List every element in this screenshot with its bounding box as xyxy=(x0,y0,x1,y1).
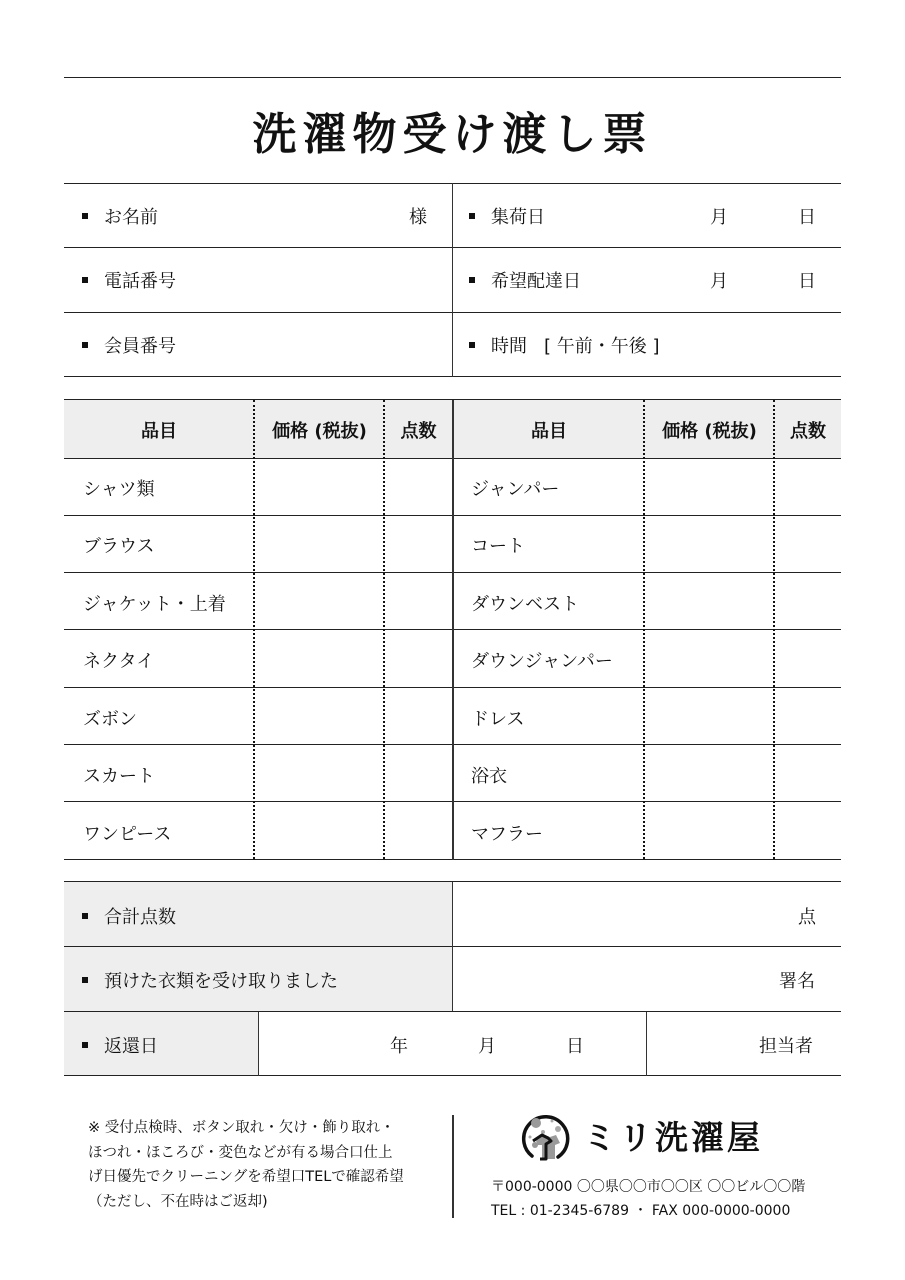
table-row-item: ズボン xyxy=(83,709,137,730)
count-input[interactable] xyxy=(386,516,451,572)
total-count-label xyxy=(82,903,176,929)
table-row-item: ダウンジャンパー xyxy=(471,651,613,672)
pickup-month-unit: 月 xyxy=(710,207,728,228)
name-suffix: 様 xyxy=(409,207,427,228)
received-label xyxy=(82,967,338,993)
dotted-divider xyxy=(383,400,385,859)
table-row-item: ワンピース xyxy=(83,824,172,845)
bullet-icon xyxy=(82,213,88,219)
divider xyxy=(64,1075,841,1076)
name-label xyxy=(82,203,158,229)
pickup-day-unit: 日 xyxy=(798,207,816,228)
header-item-left: 品目 xyxy=(141,421,177,442)
bullet-icon xyxy=(82,913,88,919)
footer-divider xyxy=(452,1115,454,1218)
price-input[interactable] xyxy=(646,802,772,858)
table-row-item: コート xyxy=(471,536,525,557)
count-input[interactable] xyxy=(776,688,841,744)
time-label-text: 時間 xyxy=(491,336,527,357)
address: 〒000-0000 〇〇県〇〇市〇〇区 〇〇ビル〇〇階 xyxy=(491,1179,806,1195)
header-count-right: 点数 xyxy=(790,421,826,442)
table-row-item: ジャンパー xyxy=(471,479,560,500)
count-input[interactable] xyxy=(776,630,841,686)
header-price-right: 価格 (税抜) xyxy=(662,421,757,442)
table-row-item: スカート xyxy=(83,766,155,787)
count-input[interactable] xyxy=(776,516,841,572)
divider xyxy=(646,1012,647,1076)
return-label-text: 返還日 xyxy=(104,1036,158,1057)
count-input[interactable] xyxy=(386,745,451,801)
return-year-unit: 年 xyxy=(390,1036,408,1057)
header-price-left: 価格 (税抜) xyxy=(272,421,367,442)
count-input[interactable] xyxy=(776,745,841,801)
pickup-label-text: 集荷日 xyxy=(491,207,545,228)
dotted-divider xyxy=(643,400,645,859)
time-options[interactable]: [ 午前・午後 ] xyxy=(544,336,660,357)
count-input[interactable] xyxy=(386,573,451,629)
contact-info: TEL : 01-2345-6789 ・ FAX 000-0000-0000 xyxy=(491,1203,791,1219)
total-label-text: 合計点数 xyxy=(104,907,176,928)
price-input[interactable] xyxy=(646,630,772,686)
count-input[interactable] xyxy=(386,688,451,744)
header-item-right: 品目 xyxy=(531,421,567,442)
table-row-item: 浴衣 xyxy=(471,766,507,787)
price-input[interactable] xyxy=(646,459,772,515)
price-input[interactable] xyxy=(256,745,382,801)
price-input[interactable] xyxy=(646,745,772,801)
divider xyxy=(258,1012,259,1076)
price-input[interactable] xyxy=(256,459,382,515)
bullet-icon xyxy=(469,342,475,348)
top-rule xyxy=(64,77,841,78)
table-row-item: マフラー xyxy=(471,824,543,845)
table-row-item: ダウンベスト xyxy=(471,594,579,615)
phone-label xyxy=(82,267,176,293)
count-input[interactable] xyxy=(386,630,451,686)
member-number-label xyxy=(82,332,176,358)
note-line: ほつれ・ほころび・変色などが有る場合口仕上 xyxy=(88,1144,393,1161)
bullet-icon xyxy=(469,213,475,219)
member-label-text: 会員番号 xyxy=(104,336,176,357)
bullet-icon xyxy=(82,977,88,983)
bullet-icon xyxy=(82,1042,88,1048)
note-line: ※ 受付点検時、ボタン取れ・欠け・飾り取れ・ xyxy=(88,1120,395,1136)
table-row-item: ジャケット・上着 xyxy=(83,594,226,615)
center-divider xyxy=(452,400,454,860)
price-input[interactable] xyxy=(256,516,382,572)
notes xyxy=(88,1116,448,1214)
received-label-text: 預けた衣類を受け取りました xyxy=(104,971,338,992)
delivery-month-unit: 月 xyxy=(710,271,728,292)
signature-label: 署名 xyxy=(779,971,815,992)
total-count-unit: 点 xyxy=(798,907,816,928)
bullet-icon xyxy=(469,277,475,283)
name-label-text: お名前 xyxy=(104,207,158,228)
divider xyxy=(452,882,453,1011)
note-line: げ日優先でクリーニングを希望口TELで確認希望 xyxy=(88,1169,404,1185)
delivery-day-unit: 日 xyxy=(798,271,816,292)
return-month-unit: 月 xyxy=(478,1036,496,1057)
bullet-icon xyxy=(82,342,88,348)
return-date-input[interactable] xyxy=(260,1012,646,1075)
bullet-icon xyxy=(82,277,88,283)
page-title: 洗濯物受け渡し票 xyxy=(252,109,653,160)
staff-label: 担当者 xyxy=(759,1036,813,1057)
price-input[interactable] xyxy=(646,573,772,629)
table-row-item: ドレス xyxy=(471,709,525,730)
count-input[interactable] xyxy=(776,573,841,629)
price-input[interactable] xyxy=(256,630,382,686)
count-input[interactable] xyxy=(776,459,841,515)
laundry-shirt-icon xyxy=(518,1111,572,1165)
time-label xyxy=(469,332,527,358)
delivery-date-label xyxy=(469,267,581,293)
dotted-divider xyxy=(773,400,775,859)
table-row-item: ブラウス xyxy=(83,536,155,557)
price-input[interactable] xyxy=(256,573,382,629)
price-input[interactable] xyxy=(256,688,382,744)
count-input[interactable] xyxy=(776,802,841,858)
delivery-label-text: 希望配達日 xyxy=(491,271,581,292)
pickup-date-label xyxy=(469,203,545,229)
count-input[interactable] xyxy=(386,459,451,515)
price-input[interactable] xyxy=(256,802,382,858)
total-count-input[interactable] xyxy=(454,882,841,946)
table-row-item: ネクタイ xyxy=(83,651,155,672)
phone-label-text: 電話番号 xyxy=(104,271,176,292)
table-row-item: シャツ類 xyxy=(83,479,155,500)
header-count-left: 点数 xyxy=(400,421,437,442)
note-line: （ただし、不在時はご返却) xyxy=(88,1193,268,1210)
dotted-divider xyxy=(253,400,255,859)
count-input[interactable] xyxy=(386,802,451,858)
brand-name: ミリ洗濯屋 xyxy=(583,1118,763,1157)
return-day-unit: 日 xyxy=(566,1036,584,1057)
return-date-label xyxy=(82,1032,158,1058)
price-input[interactable] xyxy=(646,688,772,744)
price-input[interactable] xyxy=(646,516,772,572)
